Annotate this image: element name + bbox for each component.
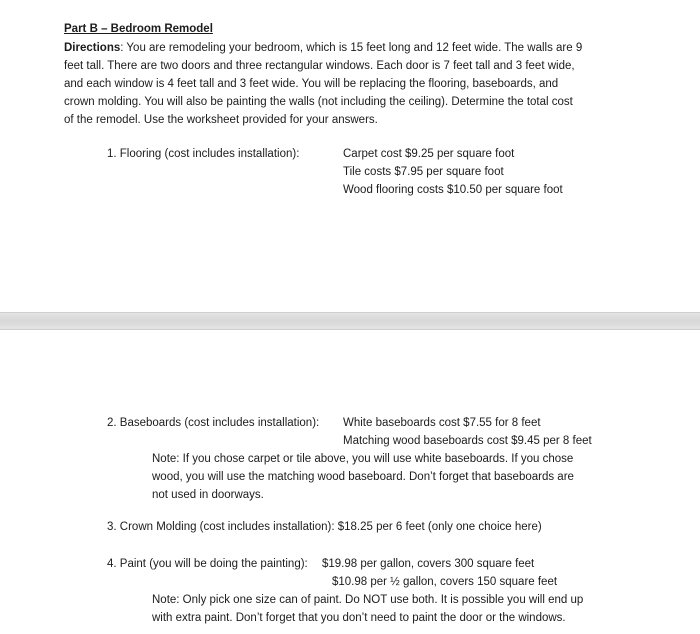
part-title: Part B – Bedroom Remodel bbox=[64, 23, 213, 35]
paint-note-line-2: with extra paint. Don’t forget that you don’t need to paint the door or the windows. bbox=[152, 612, 566, 624]
paint-note-line-1: Note: Only pick one size can of paint. Do NOT use both. It is possible you will end up bbox=[152, 594, 584, 606]
directions-line-3: and each window is 4 feet tall and 3 feet wide. You will be replacing the flooring, baseboards, and bbox=[64, 78, 559, 90]
baseboards-note-line-1: Note: If you chose carpet or tile above, you will use white baseboards. If you chose bbox=[152, 453, 574, 465]
wood-flooring-cost: Wood flooring costs $10.50 per square foot bbox=[343, 184, 563, 196]
white-baseboards-cost: White baseboards cost $7.55 for 8 feet bbox=[343, 417, 541, 429]
worksheet-page-top bbox=[0, 0, 700, 312]
baseboards-note-line-2: wood, you will use the matching wood baseboard. Don’t forget that baseboards are bbox=[152, 471, 574, 483]
directions-line-5: of the remodel. Use the worksheet provided for your answers. bbox=[64, 114, 378, 126]
wood-baseboards-cost: Matching wood baseboards cost $9.45 per 8 feet bbox=[343, 435, 592, 447]
crown-molding-question: 3. Crown Molding (cost includes installation): $18.25 per 6 feet (only one choice here) bbox=[107, 521, 542, 533]
baseboards-note-line-3: not used in doorways. bbox=[152, 489, 264, 501]
tile-cost: Tile costs $7.95 per square foot bbox=[343, 166, 504, 178]
directions-text-1: : You are remodeling your bedroom, which is 15 feet long and 12 feet wide. The walls are 9 bbox=[120, 42, 583, 54]
directions-label: Directions bbox=[64, 42, 121, 54]
flooring-question-label: 1. Flooring (cost includes installation): bbox=[107, 148, 300, 160]
page-separator bbox=[0, 312, 700, 330]
worksheet-page-bottom bbox=[0, 330, 700, 634]
carpet-cost: Carpet cost $9.25 per square foot bbox=[343, 148, 515, 160]
baseboards-question-label: 2. Baseboards (cost includes installation): bbox=[107, 417, 320, 429]
directions-line-4: crown molding. You will also be painting the walls (not including the ceiling). Determine the total cost bbox=[64, 96, 573, 108]
directions-line-2: feet tall. There are two doors and three rectangular windows. Each door is 7 feet tall and 3 feet wide, bbox=[64, 60, 575, 72]
paint-question-label: 4. Paint (you will be doing the painting): bbox=[107, 558, 308, 570]
paint-gallon-cost: $19.98 per gallon, covers 300 square feet bbox=[322, 558, 535, 570]
paint-half-gallon-cost: $10.98 per ½ gallon, covers 150 square feet bbox=[332, 576, 558, 588]
directions-line-1 bbox=[64, 39, 582, 57]
